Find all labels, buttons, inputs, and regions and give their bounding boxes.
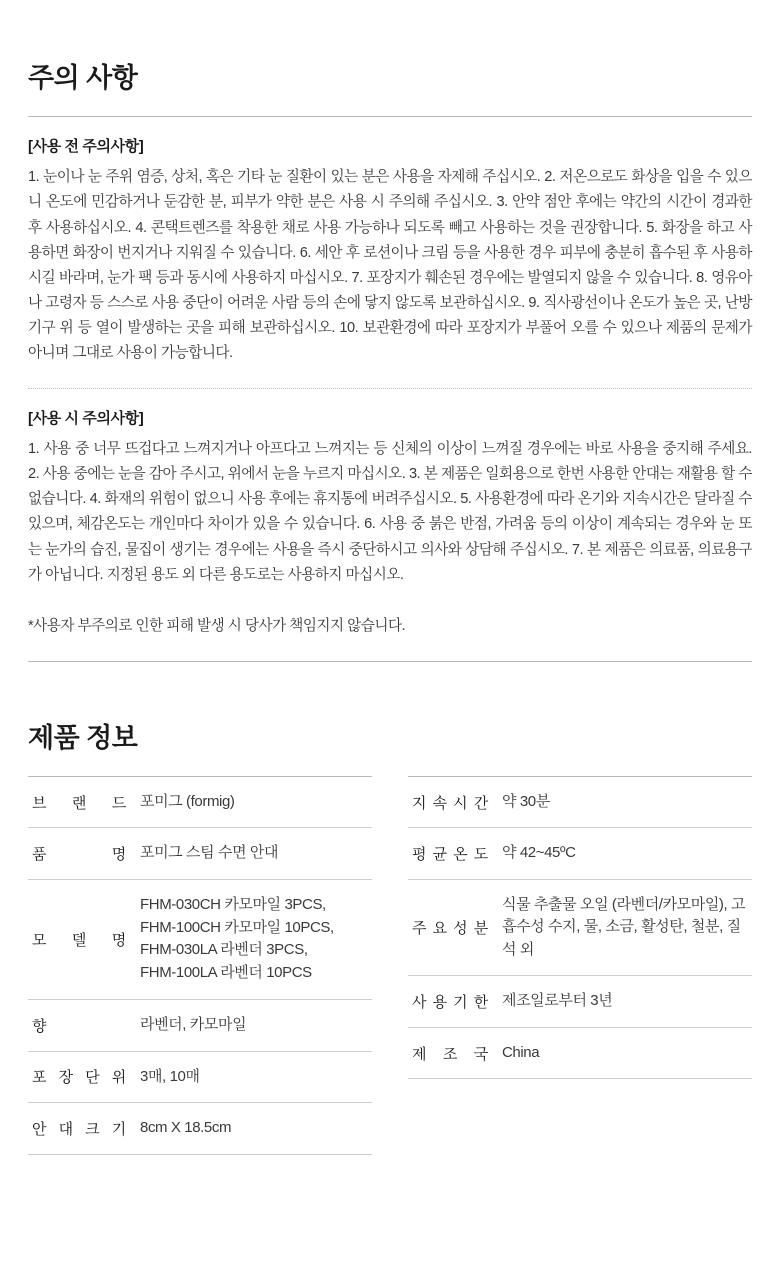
spec-value: 포미그 스팀 수면 안대 [140, 844, 279, 862]
spec-row [28, 776, 372, 828]
spec-table-right [408, 776, 752, 1080]
caution-section [28, 62, 752, 662]
caution-during-use-block [28, 407, 752, 588]
caution-before-use-text: 1. 눈이나 눈 주위 염증, 상처, 혹은 기타 눈 질환이 있는 분은 사용을 자제해 주십시오. 2. 저온으로도 화상을 입을 수 있으니 온도에 민감하거나 둔감한 분, 피부가 약한 분은 사용 시 주의해 주십시오. 3. 안약 점안 후에는 약간의 시간이 경과한 후 사용하십시오. 4. 콘택트렌즈를 착용한 채로 사용 가능하나 되도록 빼고 사용하는 것을 권장합니다. 5. 화장을 하고 사용하면 화장이 번지거나 지워질 수 있습니다. 6. 세안 후 로션이나 크림 등을 사용한 경우 피부에 충분히 흡수된 후 사용하시길 바라며, 눈가 팩 등과 동시에 사용하지 마십시오. 7. 포장지가 훼손된 경우에는 발열되지 않을 수 있습니다. 8. 영유아나 고령자 등 스스로 사용 중단이 어려운 사람 등의 손에 닿지 않도록 보관하십시오. 9. 직사광선이나 온도가 높은 곳, 난방기구 위 등 열이 발생하는 곳을 피해 보관하십시오. 10. 보관환경에 따라 포장지가 부풀어 오를 수 있으나 제품의 문제가 아니며 그대로 사용이 가능합니다. [28, 169, 752, 362]
spec-row [408, 1027, 752, 1079]
spec-label: 평 균 온 도 [412, 846, 488, 864]
divider-dotted [28, 388, 752, 389]
spec-value: China [502, 1043, 540, 1061]
spec-label: 제 조 국 [412, 1045, 488, 1063]
spec-label: 주 요 성 분 [412, 920, 488, 938]
caution-during-use-text: 1. 사용 중 너무 뜨겁다고 느껴지거나 아프다고 느껴지는 등 신체의 이상이 느껴질 경우에는 바로 사용을 중지해 주세요. 2. 사용 중에는 눈을 감아 주시고, 위에서 눈을 누르지 마십시오. 3. 본 제품은 일회용으로 한번 사용한 안대는 재활용 할 수 없습니다. 4. 화재의 위험이 없으니 사용 후에는 휴지통에 버려주십시오. 5. 사용환경에 따라 온기와 지속시간은 달라질 수 있으며, 체감온도는 개인마다 차이가 있을 수 있습니다. 6. 사용 중 붉은 반점, 가려움 등의 이상이 계속되는 경우와 눈 또는 눈가의 습진, 물집이 생기는 경우에는 사용을 즉시 중단하시고 의사와 상담해 주십시오. 7. 본 제품은 의료품, 의료용구가 아닙니다. 지정된 용도 외 다른 용도로는 사용하지 마십시오. [28, 441, 752, 583]
spec-row [28, 1051, 372, 1103]
product-info-title: 제품 정보 [28, 722, 138, 753]
spec-column-right [408, 776, 752, 1155]
product-info-section [28, 722, 752, 1155]
spec-label: 포 장 단 위 [32, 1069, 126, 1087]
spec-value: 식물 추출물 오일 (라벤더/카모마일), 고 흡수성 수지, 물, 소금, 활성탄, 철분, 질석 외 [502, 895, 746, 958]
caution-title: 주의 사항 [28, 63, 138, 93]
caution-before-use-block [28, 135, 752, 366]
spec-row [28, 828, 372, 880]
spec-table-right-body [408, 776, 752, 1079]
spec-label: 품 명 [32, 846, 126, 864]
spec-row [28, 1103, 372, 1155]
spec-row [28, 1000, 372, 1052]
spec-tables [28, 776, 752, 1155]
spec-value: FHM-030CH 카모마일 3PCS, FHM-100CH 카모마일 10PCS, FHM-030LA 라벤더 3PCS, FHM-100LA 라벤더 10PCS [140, 895, 334, 982]
spec-row [408, 879, 752, 976]
divider-solid-bottom [28, 661, 752, 662]
spec-value: 약 42~45ºC [502, 844, 576, 862]
spec-value: 약 30분 [502, 792, 550, 810]
spec-label: 사 용 기 한 [412, 994, 488, 1012]
spec-value: 포미그 (formig) [140, 792, 235, 810]
caution-during-use-label: [사용 시 주의사항] [28, 410, 144, 428]
spec-row [408, 776, 752, 828]
divider-solid-top [28, 116, 752, 117]
spec-value: 제조일로부터 3년 [502, 992, 613, 1010]
spec-table-left-body [28, 776, 372, 1154]
spec-label: 지 속 시 간 [412, 794, 488, 812]
spec-label: 모 델 명 [32, 931, 126, 949]
spec-label: 안 대 크 기 [32, 1120, 126, 1138]
spec-value: 라벤더, 카모마일 [140, 1016, 247, 1034]
caution-before-use-label: [사용 전 주의사항] [28, 138, 144, 156]
spec-value: 8cm X 18.5cm [140, 1119, 232, 1137]
spec-row [28, 879, 372, 999]
spec-value: 3매, 10매 [140, 1067, 200, 1085]
spec-table-left [28, 776, 372, 1155]
spec-row [408, 828, 752, 880]
spec-label: 브 랜 드 [32, 794, 126, 812]
spec-column-left [28, 776, 372, 1155]
caution-footnote: *사용자 부주의로 인한 피해 발생 시 당사가 책임지지 않습니다. [28, 617, 406, 634]
spec-row [408, 976, 752, 1028]
spec-label: 향 [32, 1017, 47, 1035]
